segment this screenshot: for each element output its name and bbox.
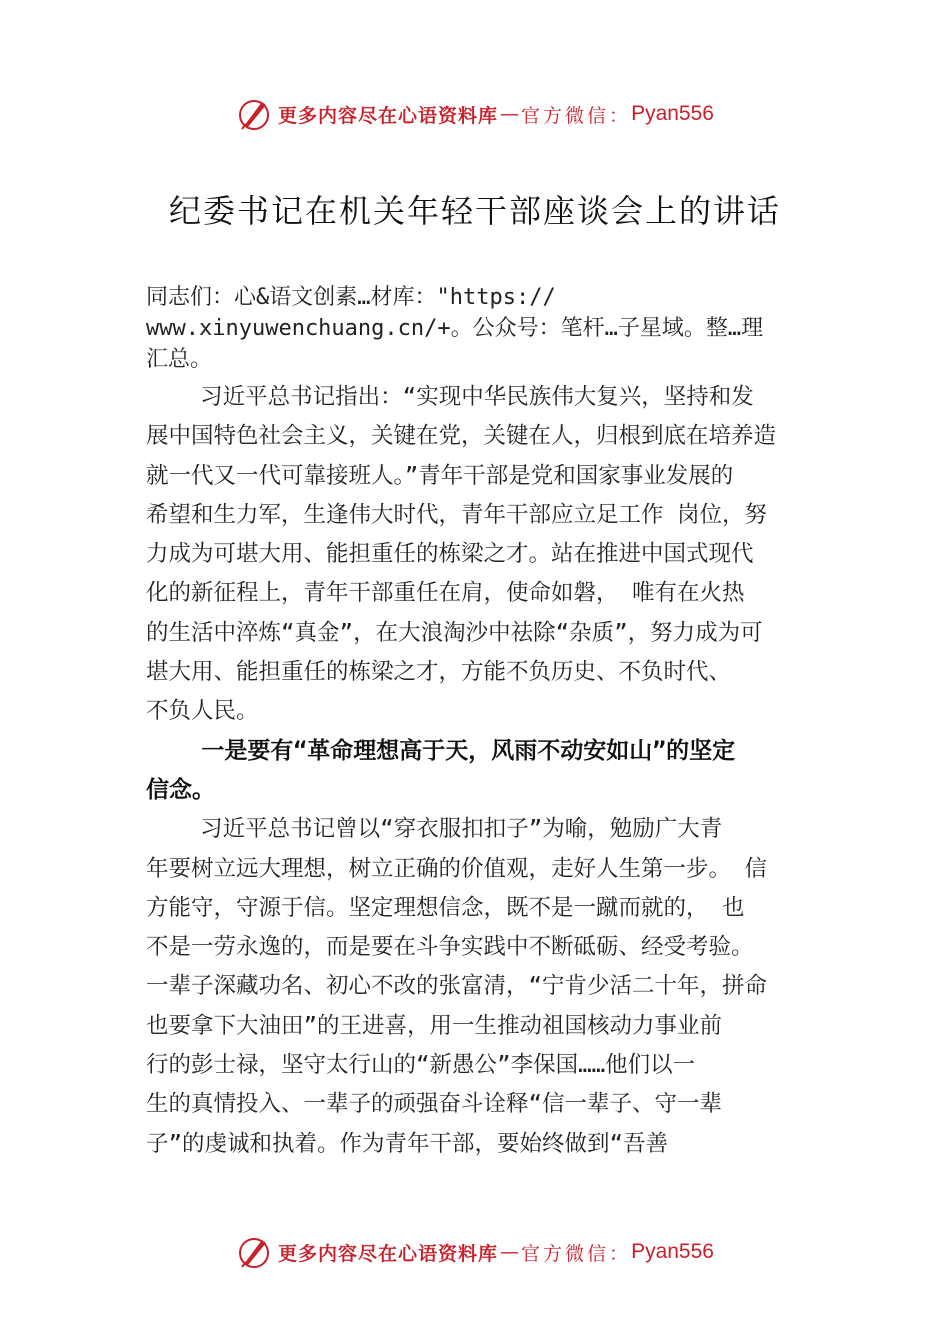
section-heading: 一是要有“革命理想高于天，风雨不动安如山”的坚定 [146,737,736,764]
banner-separator: — [500,103,520,125]
banner-wechat-label: 官方微信： [521,104,632,127]
page-title: 纪委书记在机关年轻干部座谈会上的讲话 [168,192,781,230]
banner-brand: 更多内容尽在心语资料库 [278,104,499,127]
intro-block [146,282,836,375]
banner-wechat-id: Pyan556 [631,102,714,125]
body-line: 年要树立远大理想，树立正确的价值观，走好人生第一步。 信 [146,855,768,882]
banner-brand: 更多内容尽在心语资料库 [278,1242,499,1265]
banner-wechat-label: 官方微信： [521,1242,632,1265]
body-line: 也要拿下大油田”的王进喜，用一生推动祖国核动力事业前 [146,1012,723,1039]
body-line: 不是一劳永逸的，而是要在斗争实践中不断砥砺、经受考验。 [146,934,754,961]
body-line: 子”的虔诚和执着。作为青年干部，要始终做到“吾善 [146,1130,669,1157]
intro-line: 同志们：心&语文创素…材库："https:// [146,285,556,310]
intro-line: 汇总。 [146,347,213,372]
article-body [146,378,836,1164]
body-line: 希望和生力军，生逢伟大时代，青年干部应立足工作 岗位，努 [146,501,768,528]
body-line: 行的彭士禄，坚守太行山的“新愚公”李保国……他们以一 [146,1052,696,1079]
body-line: 力成为可堪大用、能担重任的栋梁之才。站在推进中国式现代 [146,541,754,568]
body-line: 就一代又一代可靠接班人。”青年干部是党和国家事业发展的 [146,462,734,489]
body-line: 不负人民。 [146,698,259,725]
banner-wechat-id: Pyan556 [631,1240,714,1263]
banner-separator: — [500,1241,520,1263]
body-line: 习近平总书记曾以“穿衣服扣扣子”为喻，勉励广大青 [146,816,723,843]
quill-pen-icon [236,1234,272,1270]
body-line: 习近平总书记指出：“实现中华民族伟大复兴，坚持和发 [146,384,754,410]
body-line: 一辈子深藏功名、初心不改的张富清，“宁肯少活二十年，拼命 [146,973,768,1000]
quill-pen-icon [236,96,272,132]
section-heading: 信念。 [146,776,215,803]
footer-banner [0,1232,950,1272]
intro-line: www.xinyuwenchuang.cn/+。公众号：笔杆…子星域。整…理 [146,316,764,341]
body-line: 生的真情投入、一辈子的顽强奋斗诠释“信一辈子、守一辈 [146,1091,723,1118]
body-line: 展中国特色社会主义，关键在党，关键在人，归根到底在培养造 [146,423,777,450]
body-line: 方能守，守源于信。坚定理想信念，既不是一蹴而就的， 也 [146,894,745,921]
body-line: 的生活中淬炼“真金”，在大浪淘沙中祛除“杂质”，努力成为可 [146,619,763,646]
header-banner [0,94,950,134]
body-line: 化的新征程上，青年干部重任在肩，使命如磐， 唯有在火热 [146,580,745,607]
body-line: 堪大用、能担重任的栋梁之才，方能不负历史、不负时代、 [146,659,732,686]
